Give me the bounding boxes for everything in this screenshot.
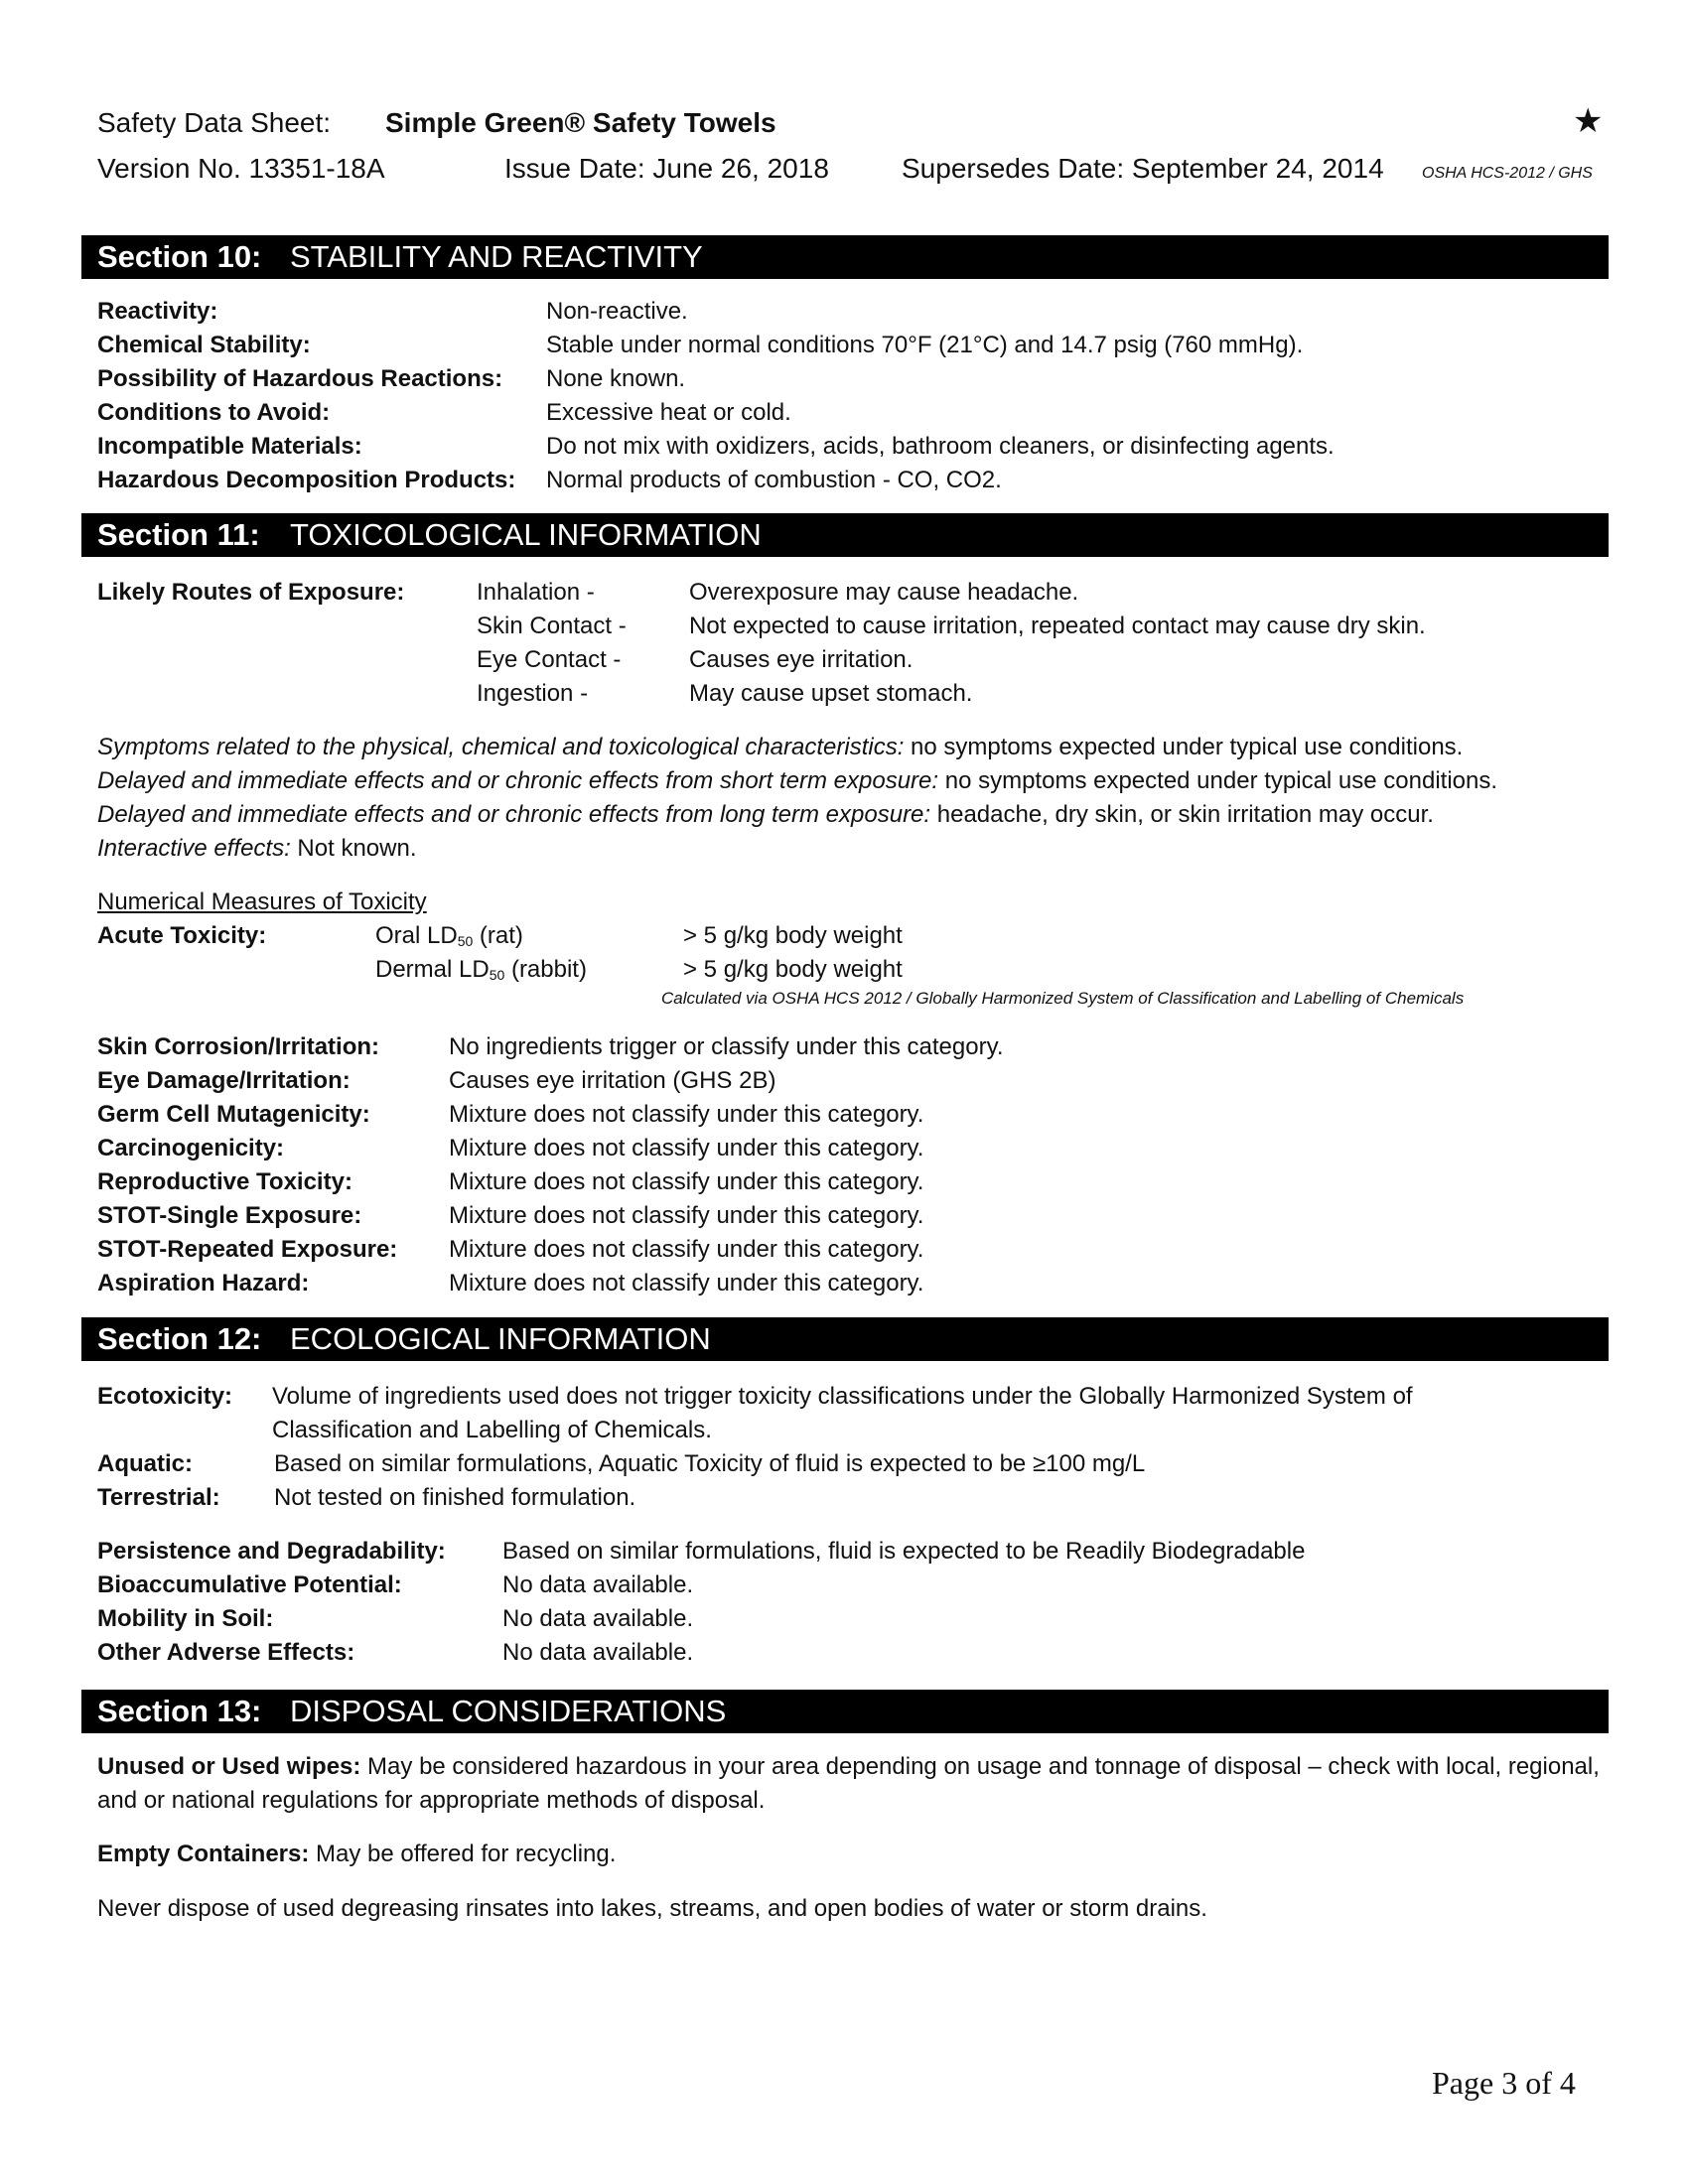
symptom-label: Delayed and immediate effects and or chronic effects from short term exposure:	[97, 767, 939, 794]
route-effect: Not expected to cause irritation, repeated contact may cause dry skin.	[689, 613, 1426, 639]
row-label: Persistence and Degradability:	[97, 1538, 446, 1565]
supersedes-date: Supersedes Date: September 24, 2014	[902, 153, 1384, 184]
row-value: Mixture does not classify under this category.	[449, 1101, 924, 1128]
route-name: Inhalation -	[477, 579, 595, 606]
row-label: Reproductive Toxicity:	[97, 1168, 352, 1195]
symptom-line	[97, 764, 1497, 798]
acute-toxicity-label: Acute Toxicity:	[97, 922, 267, 949]
symptom-label: Symptoms related to the physical, chemical and toxicological characteristics:	[97, 734, 905, 760]
product-name: Simple Green® Safety Towels	[385, 107, 776, 138]
row-value: No data available.	[502, 1571, 694, 1598]
numerical-measures-title: Numerical Measures of Toxicity	[97, 888, 427, 915]
row-label: Carcinogenicity:	[97, 1135, 285, 1161]
row-value: Mixture does not classify under this category.	[449, 1202, 924, 1229]
row-value: Normal products of combustion - CO, CO2.	[546, 467, 1002, 493]
row-value: Mixture does not classify under this category.	[449, 1270, 924, 1297]
row-label: STOT-Repeated Exposure:	[97, 1236, 398, 1263]
section-title: STABILITY AND REACTIVITY	[290, 239, 703, 274]
symptom-line	[97, 798, 1434, 832]
row-value: Based on similar formulations, fluid is expected to be Readily Biodegradable	[502, 1538, 1306, 1565]
row-label: Eye Damage/Irritation:	[97, 1067, 351, 1094]
row-label: Bioaccumulative Potential:	[97, 1571, 402, 1598]
sheet-label: Safety Data Sheet:	[97, 107, 332, 138]
route-name: Ingestion -	[477, 680, 589, 707]
row-value: Non-reactive.	[546, 298, 688, 325]
star-icon: ★	[1573, 102, 1604, 140]
calculation-note: Calculated via OSHA HCS 2012 / Globally Harmonized System of Classification and Labelling of Chemicals	[661, 989, 1465, 1008]
route-effect: Overexposure may cause headache.	[689, 579, 1079, 606]
row-label: Conditions to Avoid:	[97, 399, 331, 426]
row-label: Mobility in Soil:	[97, 1605, 274, 1632]
section-10-header	[81, 235, 1609, 279]
section-12-header	[81, 1317, 1609, 1361]
terrestrial-text: Not tested on finished formulation.	[274, 1484, 636, 1511]
section-number: Section 13:	[97, 1694, 262, 1728]
ecotoxicity-text: Volume of ingredients used does not trigger toxicity classifications under the Globally Harmonized System of	[272, 1383, 1413, 1410]
row-label: Chemical Stability:	[97, 332, 311, 358]
symptom-line	[97, 731, 1463, 764]
row-label: Incompatible Materials:	[97, 433, 362, 460]
row-value: Causes eye irritation (GHS 2B)	[449, 1067, 776, 1094]
symptom-label: Delayed and immediate effects and or chronic effects from long term exposure:	[97, 801, 931, 828]
routes-label: Likely Routes of Exposure:	[97, 579, 405, 606]
row-label: Reactivity:	[97, 298, 218, 325]
row-label: Possibility of Hazardous Reactions:	[97, 365, 503, 392]
row-value: No ingredients trigger or classify under this category.	[449, 1033, 1004, 1060]
terrestrial-label: Terrestrial:	[97, 1484, 220, 1511]
version-number: Version No. 13351-18A	[97, 153, 385, 184]
row-label: Other Adverse Effects:	[97, 1639, 355, 1666]
symptom-text: no symptoms expected under typical use conditions.	[938, 767, 1498, 794]
symptom-text: headache, dry skin, or skin irritation may occur.	[930, 801, 1434, 828]
section-title: DISPOSAL CONSIDERATIONS	[290, 1694, 727, 1728]
section-title: ECOLOGICAL INFORMATION	[290, 1321, 711, 1356]
wipes-text: May be considered hazardous in your area depending on usage and tonnage of disposal – check with local, regional, and or national regulations for appropriate methods of disposal.	[97, 1753, 1600, 1814]
acute-value: > 5 g/kg body weight	[683, 956, 903, 983]
row-label: Aspiration Hazard:	[97, 1270, 310, 1297]
row-value: Stable under normal conditions 70°F (21°C) and 14.7 psig (760 mmHg).	[546, 332, 1304, 358]
section-title: TOXICOLOGICAL INFORMATION	[290, 517, 762, 552]
symptom-text: no symptoms expected under typical use conditions.	[904, 734, 1464, 760]
row-value: Do not mix with oxidizers, acids, bathroom cleaners, or disinfecting agents.	[546, 433, 1335, 460]
route-name: Skin Contact -	[477, 613, 627, 639]
row-value: No data available.	[502, 1605, 694, 1632]
page-number: Page 3 of 4	[1432, 2065, 1576, 2101]
containers-paragraph	[97, 1838, 1626, 1871]
wipes-paragraph	[97, 1750, 1626, 1818]
section-number: Section 11:	[97, 517, 260, 552]
containers-label: Empty Containers:	[97, 1841, 310, 1867]
symptom-text: Not known.	[290, 835, 417, 862]
ecotoxicity-label: Ecotoxicity:	[97, 1383, 233, 1410]
row-value: Mixture does not classify under this category.	[449, 1236, 924, 1263]
acute-test: Dermal $LD_{50}$ (rabbit)	[375, 956, 587, 983]
row-label: Germ Cell Mutagenicity:	[97, 1101, 370, 1128]
symptom-label: Interactive effects:	[97, 835, 291, 862]
acute-test: Oral $LD_{50}$ (rat)	[375, 922, 523, 949]
issue-date: Issue Date: June 26, 2018	[504, 153, 829, 184]
symptom-line	[97, 832, 417, 866]
aquatic-label: Aquatic:	[97, 1450, 193, 1477]
section-11-header	[81, 513, 1609, 557]
ecotoxicity-text: Classification and Labelling of Chemicals.	[272, 1417, 712, 1443]
row-value: Mixture does not classify under this category.	[449, 1135, 924, 1161]
route-name: Eye Contact -	[477, 646, 622, 673]
row-value: Mixture does not classify under this category.	[449, 1168, 924, 1195]
section-number: Section 10:	[97, 239, 262, 274]
row-label: Skin Corrosion/Irritation:	[97, 1033, 380, 1060]
acute-value: > 5 g/kg body weight	[683, 922, 903, 949]
row-value: No data available.	[502, 1639, 694, 1666]
wipes-label: Unused or Used wipes:	[97, 1753, 361, 1780]
containers-text: May be offered for recycling.	[309, 1841, 617, 1867]
never-dispose-paragraph: Never dispose of used degreasing rinsates into lakes, streams, and open bodies of water or storm drains.	[97, 1895, 1207, 1922]
row-value: Excessive heat or cold.	[546, 399, 791, 426]
standard-label: OSHA HCS-2012 / GHS	[1422, 165, 1593, 182]
section-number: Section 12:	[97, 1321, 262, 1356]
section-13-header	[81, 1690, 1609, 1733]
aquatic-text: Based on similar formulations, Aquatic Toxicity of fluid is expected to be ≥100 mg/L	[274, 1450, 1146, 1477]
row-value: None known.	[546, 365, 686, 392]
row-label: Hazardous Decomposition Products:	[97, 467, 516, 493]
row-label: STOT-Single Exposure:	[97, 1202, 362, 1229]
route-effect: May cause upset stomach.	[689, 680, 973, 707]
route-effect: Causes eye irritation.	[689, 646, 914, 673]
